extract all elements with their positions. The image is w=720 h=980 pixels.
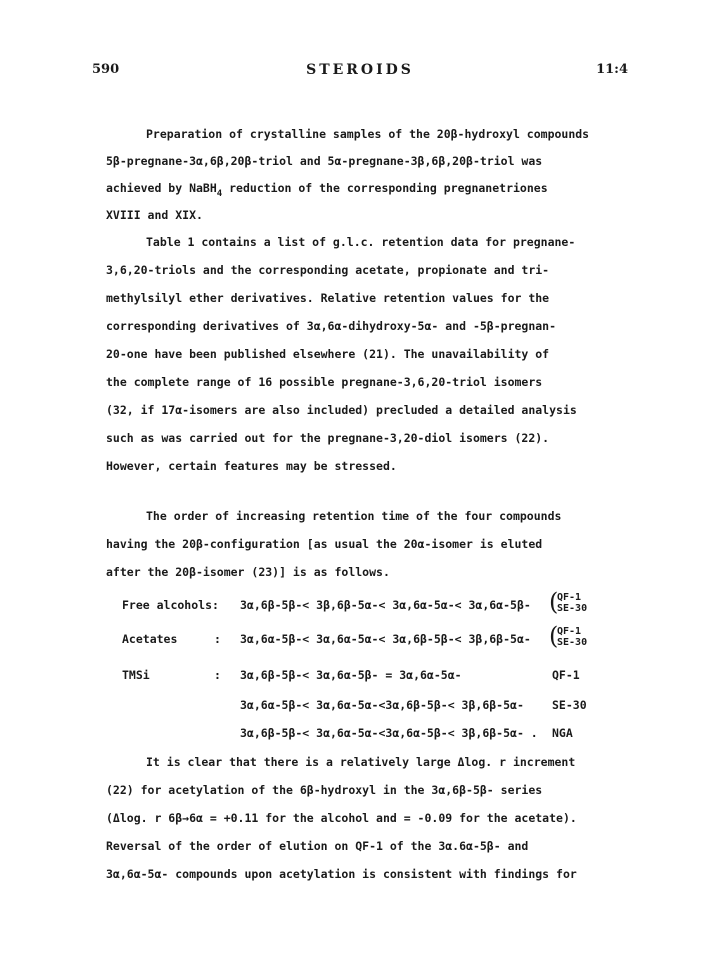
page-number: 590 — [92, 62, 120, 77]
elution-sequence: 3α,6β-5β-< 3α,6α-5β- = 3α,6α-5α- — [240, 668, 462, 682]
text-line: 20-one have been published elsewhere (21). The unavailability of — [106, 347, 550, 361]
text-line: The order of increasing retention time of the four compounds — [146, 509, 562, 523]
text-line — [106, 180, 548, 199]
phase-label: SE-30 — [552, 698, 587, 712]
text-line: corresponding derivatives of 3α,6α-dihydroxy-5α- and -5β-pregnan- — [106, 319, 557, 333]
volume-issue: 11:4 — [596, 62, 628, 77]
text-line: methylsilyl ether derivatives. Relative retention values for the — [106, 291, 550, 305]
text-line: However, certain features may be stressed. — [106, 459, 397, 473]
phase-label: QF-1 — [557, 626, 582, 637]
text-line: XVIII and XIX. — [106, 208, 203, 222]
text-line: It is clear that there is a relatively large Δlog. r increment — [146, 755, 576, 769]
row-label-acetates: Acetates — [122, 632, 178, 646]
elution-sequence: 3α,6β-5β-< 3β,6β-5α-< 3α,6α-5α-< 3α,6α-5β- — [240, 598, 531, 612]
subscript: 4 — [216, 189, 223, 199]
row-colon: : — [214, 668, 221, 682]
phase-label: SE-30 — [557, 603, 588, 614]
left-brace: ( — [549, 588, 559, 616]
phase-label: QF-1 — [552, 668, 580, 682]
text-span: achieved by NaBH — [106, 181, 217, 195]
running-head-title: STEROIDS — [306, 62, 414, 78]
elution-sequence: 3α,6β-5β-< 3α,6α-5α-<3α,6α-5β-< 3β,6β-5α- . — [240, 726, 538, 740]
row-label-tmsi: TMSi — [122, 668, 150, 682]
elution-sequence: 3α,6α-5β-< 3α,6α-5α-<3α,6β-5β-< 3β,6β-5α- — [240, 698, 524, 712]
elution-sequence: 3α,6α-5β-< 3α,6α-5α-< 3α,6β-5β-< 3β,6β-5α- — [240, 632, 531, 646]
text-line: Preparation of crystalline samples of the 20β-hydroxyl compounds — [146, 127, 590, 141]
text-line: (32, if 17α-isomers are also included) precluded a detailed analysis — [106, 403, 577, 417]
text-line: after the 20β-isomer (23)] is as follows. — [106, 565, 390, 579]
left-brace: ( — [549, 622, 559, 650]
phase-label: SE-30 — [557, 637, 588, 648]
text-line: Table 1 contains a list of g.l.c. retention data for pregnane- — [146, 235, 576, 249]
text-line: having the 20β-configuration [as usual the 20α-isomer is eluted — [106, 537, 543, 551]
text-line: 3,6,20-triols and the corresponding acetate, propionate and tri- — [106, 263, 550, 277]
text-line: 3α,6α-5α- compounds upon acetylation is consistent with findings for — [106, 867, 577, 881]
phase-stack — [557, 592, 587, 614]
phase-label: NGA — [552, 726, 573, 740]
row-label-free-alcohols: Free alcohols: — [122, 598, 219, 612]
text-line: 5β-pregnane-3α,6β,20β-triol and 5α-pregnane-3β,6β,20β-triol was — [106, 154, 543, 168]
phase-label: QF-1 — [557, 592, 582, 603]
text-line: (Δlog. r 6β→6α = +0.11 for the alcohol and = -0.09 for the acetate). — [106, 811, 577, 825]
text-line: (22) for acetylation of the 6β-hydroxyl in the 3α,6β-5β- series — [106, 783, 543, 797]
row-colon: : — [214, 632, 221, 646]
text-line: the complete range of 16 possible pregnane-3,6,20-triol isomers — [106, 375, 543, 389]
phase-stack — [557, 626, 587, 648]
text-span: reduction of the corresponding pregnanetriones — [222, 181, 548, 195]
text-line: Reversal of the order of elution on QF-1 of the 3α.6α-5β- and — [106, 839, 529, 853]
text-line: such as was carried out for the pregnane-3,20-diol isomers (22). — [106, 431, 550, 445]
running-header — [0, 62, 720, 82]
